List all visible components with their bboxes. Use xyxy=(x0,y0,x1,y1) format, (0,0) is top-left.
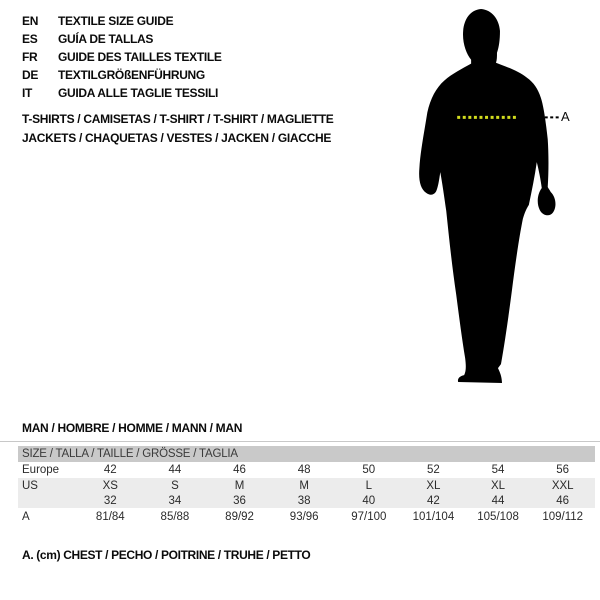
table-cell: 50 xyxy=(362,464,376,476)
table-cell: 48 xyxy=(297,464,311,476)
table-cell: 54 xyxy=(491,464,505,476)
language-code: DE xyxy=(22,68,39,82)
table-cell: 34 xyxy=(168,494,182,507)
table-row-us-numbers xyxy=(18,493,595,508)
table-cell: 44 xyxy=(491,494,505,507)
row-label: Europe xyxy=(22,464,60,476)
measure-label-a: A xyxy=(561,109,570,124)
table-cell: M xyxy=(299,479,309,492)
language-label: TEXTILGRÖßENFÜHRUNG xyxy=(58,68,205,82)
table-cell: 46 xyxy=(556,494,570,507)
language-code: EN xyxy=(22,14,39,28)
table-row-europe xyxy=(18,462,595,478)
garment-categories xyxy=(22,110,334,148)
language-row xyxy=(22,12,222,30)
table-cell: XL xyxy=(491,479,506,492)
table-cell: S xyxy=(171,479,179,492)
category-tshirts: T-SHIRTS / CAMISETAS / T-SHIRT / T-SHIRT / MAGLIETTE xyxy=(22,112,334,126)
table-cell: 40 xyxy=(362,494,376,507)
language-code: IT xyxy=(22,86,33,100)
table-cell: 93/96 xyxy=(289,511,319,523)
table-cell: 81/84 xyxy=(95,511,125,523)
table-cell: 46 xyxy=(233,464,246,476)
man-silhouette-shape xyxy=(419,9,555,383)
table-cell: XXL xyxy=(551,479,574,492)
table-cell: XS xyxy=(102,479,118,492)
table-top-rule xyxy=(0,441,600,442)
language-label: GUIDE DES TAILLES TEXTILE xyxy=(58,50,222,64)
language-row xyxy=(22,30,222,48)
table-cell: 36 xyxy=(233,494,246,507)
language-guide-list xyxy=(22,12,222,102)
table-cell: 56 xyxy=(556,464,570,476)
man-silhouette-figure xyxy=(408,2,580,394)
table-cell: 85/88 xyxy=(160,511,190,523)
table-cell: 101/104 xyxy=(412,511,455,523)
table-cell: M xyxy=(234,479,245,492)
language-row xyxy=(22,66,222,84)
language-row xyxy=(22,84,222,102)
table-cell: 52 xyxy=(427,464,440,476)
size-table-header: SIZE / TALLA / TAILLE / GRÖSSE / TAGLIA xyxy=(18,446,595,462)
table-row-chest-cm xyxy=(18,508,595,526)
language-label: GUÍA DE TALLAS xyxy=(58,32,154,46)
man-silhouette-svg xyxy=(408,2,580,394)
language-label: TEXTILE SIZE GUIDE xyxy=(58,14,174,28)
language-code: ES xyxy=(22,32,38,46)
language-code: FR xyxy=(22,50,38,64)
table-row-us-letters xyxy=(18,478,595,493)
table-cell: 32 xyxy=(103,494,117,507)
table-cell: 42 xyxy=(427,494,440,507)
table-cell: 105/108 xyxy=(477,511,519,523)
row-label: US xyxy=(22,479,38,492)
table-cell: 38 xyxy=(297,494,311,507)
language-label: GUIDA ALLE TAGLIE TESSILI xyxy=(58,86,219,100)
size-table xyxy=(18,446,595,526)
row-label: A xyxy=(22,511,30,523)
table-cell: 89/92 xyxy=(225,511,254,523)
category-jackets: JACKETS / CHAQUETAS / VESTES / JACKEN / GIACCHE xyxy=(22,131,332,145)
footnote-chest-legend: A. (cm) CHEST / PECHO / POITRINE / TRUHE / PETTO xyxy=(22,548,311,562)
table-cell: 109/112 xyxy=(542,511,584,523)
table-cell: XL xyxy=(426,479,441,492)
table-cell: 42 xyxy=(103,464,117,476)
language-row xyxy=(22,48,222,66)
table-cell: 97/100 xyxy=(351,511,387,523)
section-title-man: MAN / HOMBRE / HOMME / MANN / MAN xyxy=(22,421,243,435)
table-cell: 44 xyxy=(168,464,182,476)
table-cell: L xyxy=(365,479,373,492)
